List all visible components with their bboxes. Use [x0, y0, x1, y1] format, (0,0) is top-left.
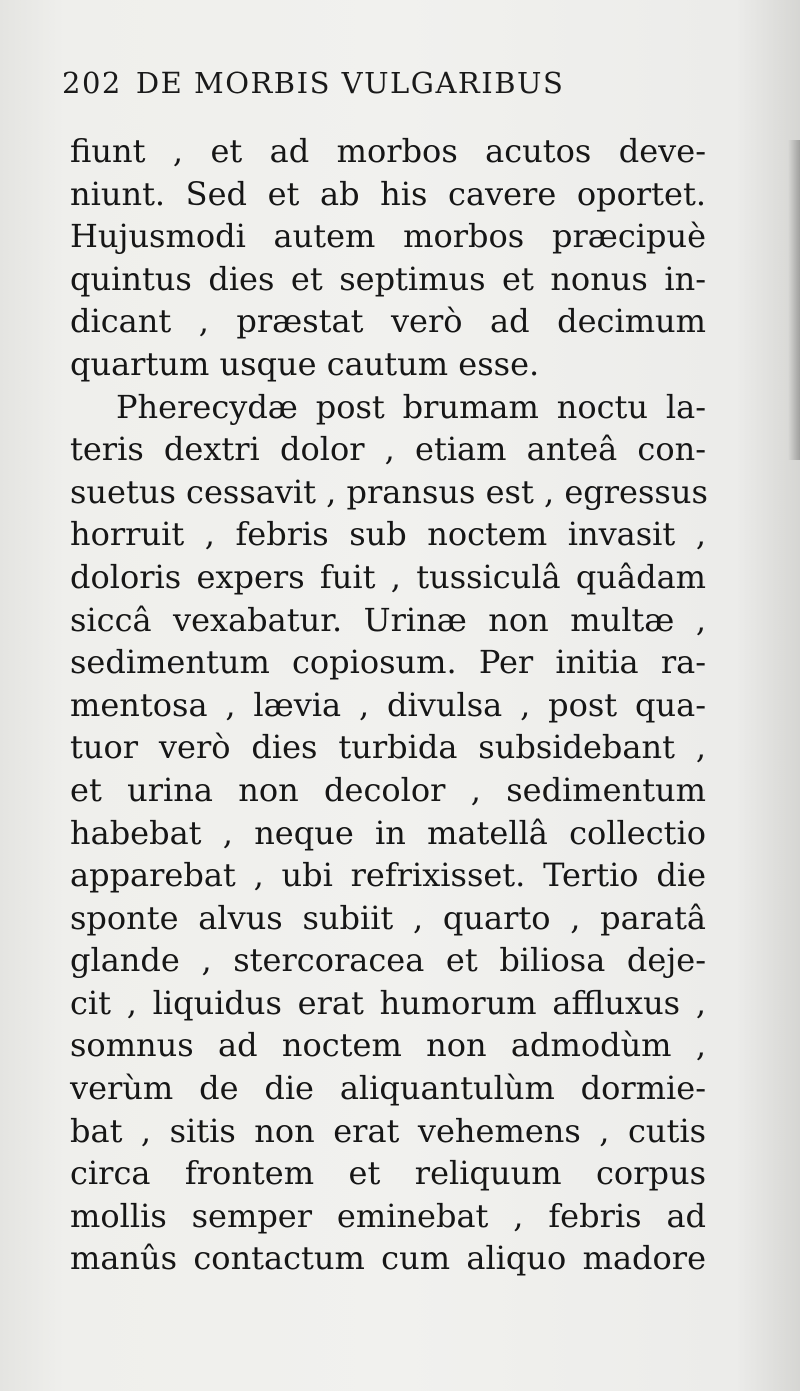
running-title: DE MORBIS VULGARIBUS [135, 66, 565, 100]
text-line: et urina non decolor , sedimentum [70, 770, 706, 809]
running-header [62, 66, 652, 100]
text-line: teris dextri dolor , etiam anteâ con- [70, 430, 706, 469]
text-line: cit , liquidus erat humorum affluxus , [70, 983, 706, 1022]
text-line: sponte alvus subiit , quarto , paratâ [70, 898, 706, 937]
text-line: glande , stercoracea et biliosa deje- [70, 941, 706, 980]
text-line: tuor verò dies turbida subsidebant , [70, 728, 706, 767]
text-line: Hujusmodi autem morbos præcipuè [70, 217, 706, 256]
text-line: somnus ad noctem non admodùm , [70, 1026, 706, 1065]
text-line: circa frontem et reliquum corpus [70, 1154, 706, 1193]
page-number: 202 [62, 66, 122, 100]
text-line: Pherecydæ post brumam noctu la- [116, 387, 706, 426]
body-text [70, 130, 706, 1280]
text-line: verùm de die aliquantulùm dormie- [70, 1069, 706, 1108]
text-line: horruit , febris sub noctem invasit , [70, 515, 706, 554]
text-line: bat , sitis non erat vehemens , cutis [70, 1111, 706, 1150]
text-line: mollis semper eminebat , febris ad [70, 1196, 706, 1235]
text-line: mentosa , lævia , divulsa , post qua- [70, 685, 706, 724]
text-line: dicant , præstat verò ad decimum [70, 302, 706, 341]
text-line: niunt. Sed et ab his cavere oportet. [70, 174, 706, 213]
page-edge-shadow [788, 140, 800, 460]
text-line: quintus dies et septimus et nonus in- [70, 259, 706, 298]
text-line: fiunt , et ad morbos acutos deve- [70, 132, 706, 170]
text-line: siccâ vexabatur. Urinæ non multæ , [70, 600, 706, 639]
text-line: apparebat , ubi refrixisset. Tertio die [70, 856, 706, 895]
text-line: habebat , neque in matellâ collectio [70, 813, 706, 852]
text-line: doloris expers fuit , tussiculâ quâdam [70, 557, 706, 596]
text-line: sedimentum copiosum. Per initia ra- [70, 643, 706, 682]
text-line: manûs contactum cum aliquo madore [70, 1239, 706, 1278]
text-line: suetus cessavit , pransus est , egressus [70, 472, 708, 511]
text-line: quartum usque cautum esse. [70, 344, 540, 383]
